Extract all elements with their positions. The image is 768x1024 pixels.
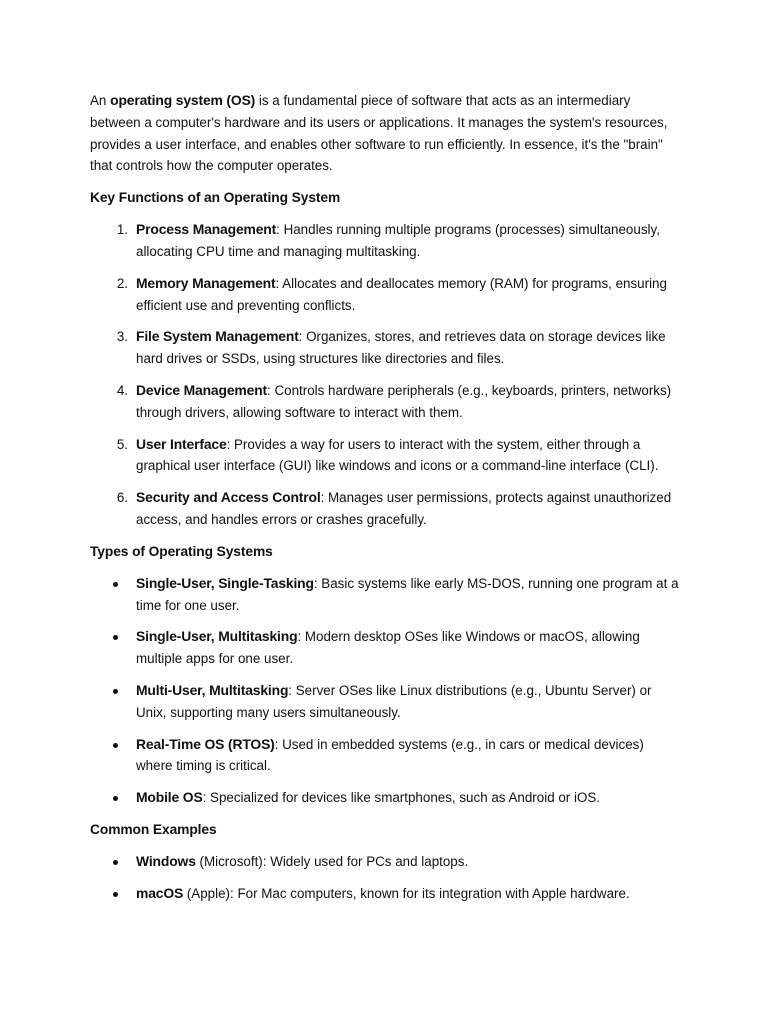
intro-paragraph (90, 90, 670, 177)
bullet-icon (113, 892, 118, 897)
item-desc: (Microsoft): Widely used for PCs and laptops. (195, 853, 469, 869)
item-term: Windows (136, 852, 196, 869)
intro-prefix: An (90, 93, 111, 108)
key-functions-heading: Key Functions of an Operating System (90, 190, 341, 206)
item-term: Single-User, Single-Tasking (136, 574, 314, 591)
list-number: 4. (116, 382, 128, 398)
item-desc: : Provides a way for users to interact with the system, either through a graphical user interface (GUI) like windows and icons or a command-line interface (CLI). (136, 436, 659, 474)
list-number: 6. (116, 490, 128, 506)
list-item (90, 883, 682, 905)
list-item (90, 434, 682, 478)
item-term: File System Management (136, 328, 299, 345)
item-term: Device Management (136, 381, 268, 398)
item-term: User Interface (136, 435, 227, 452)
list-item (90, 380, 682, 424)
item-desc: : Manages user permissions, protects against unauthorized access, and handles errors or crashes gracefully. (136, 490, 672, 527)
item-term: macOS (136, 884, 184, 901)
list-item (90, 219, 682, 263)
list-item (90, 734, 682, 778)
item-desc: : Handles running multiple programs (processes) simultaneously, allocating CPU time and managing multitasking. (136, 222, 660, 259)
bullet-icon (113, 743, 118, 748)
examples-list (90, 851, 680, 905)
list-item (90, 326, 682, 370)
list-item (90, 680, 682, 724)
types-list (90, 573, 680, 809)
list-item (90, 573, 682, 617)
bullet-icon (113, 796, 118, 801)
bullet-icon (113, 689, 118, 694)
item-desc: : Specialized for devices like smartphones, such as Android or iOS. (202, 790, 601, 806)
types-heading: Types of Operating Systems (90, 543, 273, 559)
item-desc: (Apple): For Mac computers, known for its integration with Apple hardware. (183, 885, 630, 901)
list-number: 1. (116, 222, 128, 238)
item-desc: : Modern desktop OSes like Windows or macOS, allowing multiple apps for one user. (136, 629, 640, 667)
list-item (90, 487, 682, 531)
item-desc: : Basic systems like early MS-DOS, running one program at a time for one user. (136, 575, 679, 613)
bullet-icon (113, 635, 118, 640)
item-desc: : Allocates and deallocates memory (RAM) for programs, ensuring efficient use and preventing conflicts. (136, 275, 667, 313)
item-term: Real-Time OS (RTOS) (136, 735, 275, 752)
item-desc: : Controls hardware peripherals (e.g., keyboards, printers, networks) through drivers, allowing software to interact with them. (136, 382, 672, 420)
list-item (90, 787, 682, 809)
item-term: Mobile OS (136, 789, 203, 806)
item-desc: : Organizes, stores, and retrieves data on storage devices like hard drives or SSDs, using structures like directories and files. (136, 329, 666, 367)
list-number: 3. (116, 329, 128, 345)
item-term: Single-User, Multitasking (136, 628, 298, 645)
bullet-icon (113, 582, 118, 587)
bullet-icon (113, 860, 118, 865)
intro-bold-term: operating system (OS) (110, 92, 256, 108)
item-term: Process Management (136, 221, 277, 238)
list-number: 5. (116, 436, 128, 452)
item-desc: : Server OSes like Linux distributions (e.g., Ubuntu Server) or Unix, supporting many users simultaneously. (136, 682, 652, 720)
item-term: Memory Management (136, 274, 276, 291)
examples-heading: Common Examples (90, 821, 217, 837)
key-functions-list (90, 219, 680, 531)
item-desc: : Used in embedded systems (e.g., in cars or medical devices) where timing is critical. (136, 736, 644, 774)
intro-rest: is a fundamental piece of software that acts as an intermediary between a computer's hardware and its users or applications. It manages the system's resources, provides a user interface, and enables other software to run efficiently. In essence, it's the "brain" that controls how the computer operates. (90, 93, 668, 174)
item-term: Security and Access Control (136, 489, 321, 506)
list-number: 2. (116, 275, 128, 291)
list-item (90, 273, 682, 317)
list-item (90, 851, 682, 873)
list-item (90, 626, 682, 670)
item-term: Multi-User, Multitasking (136, 681, 289, 698)
